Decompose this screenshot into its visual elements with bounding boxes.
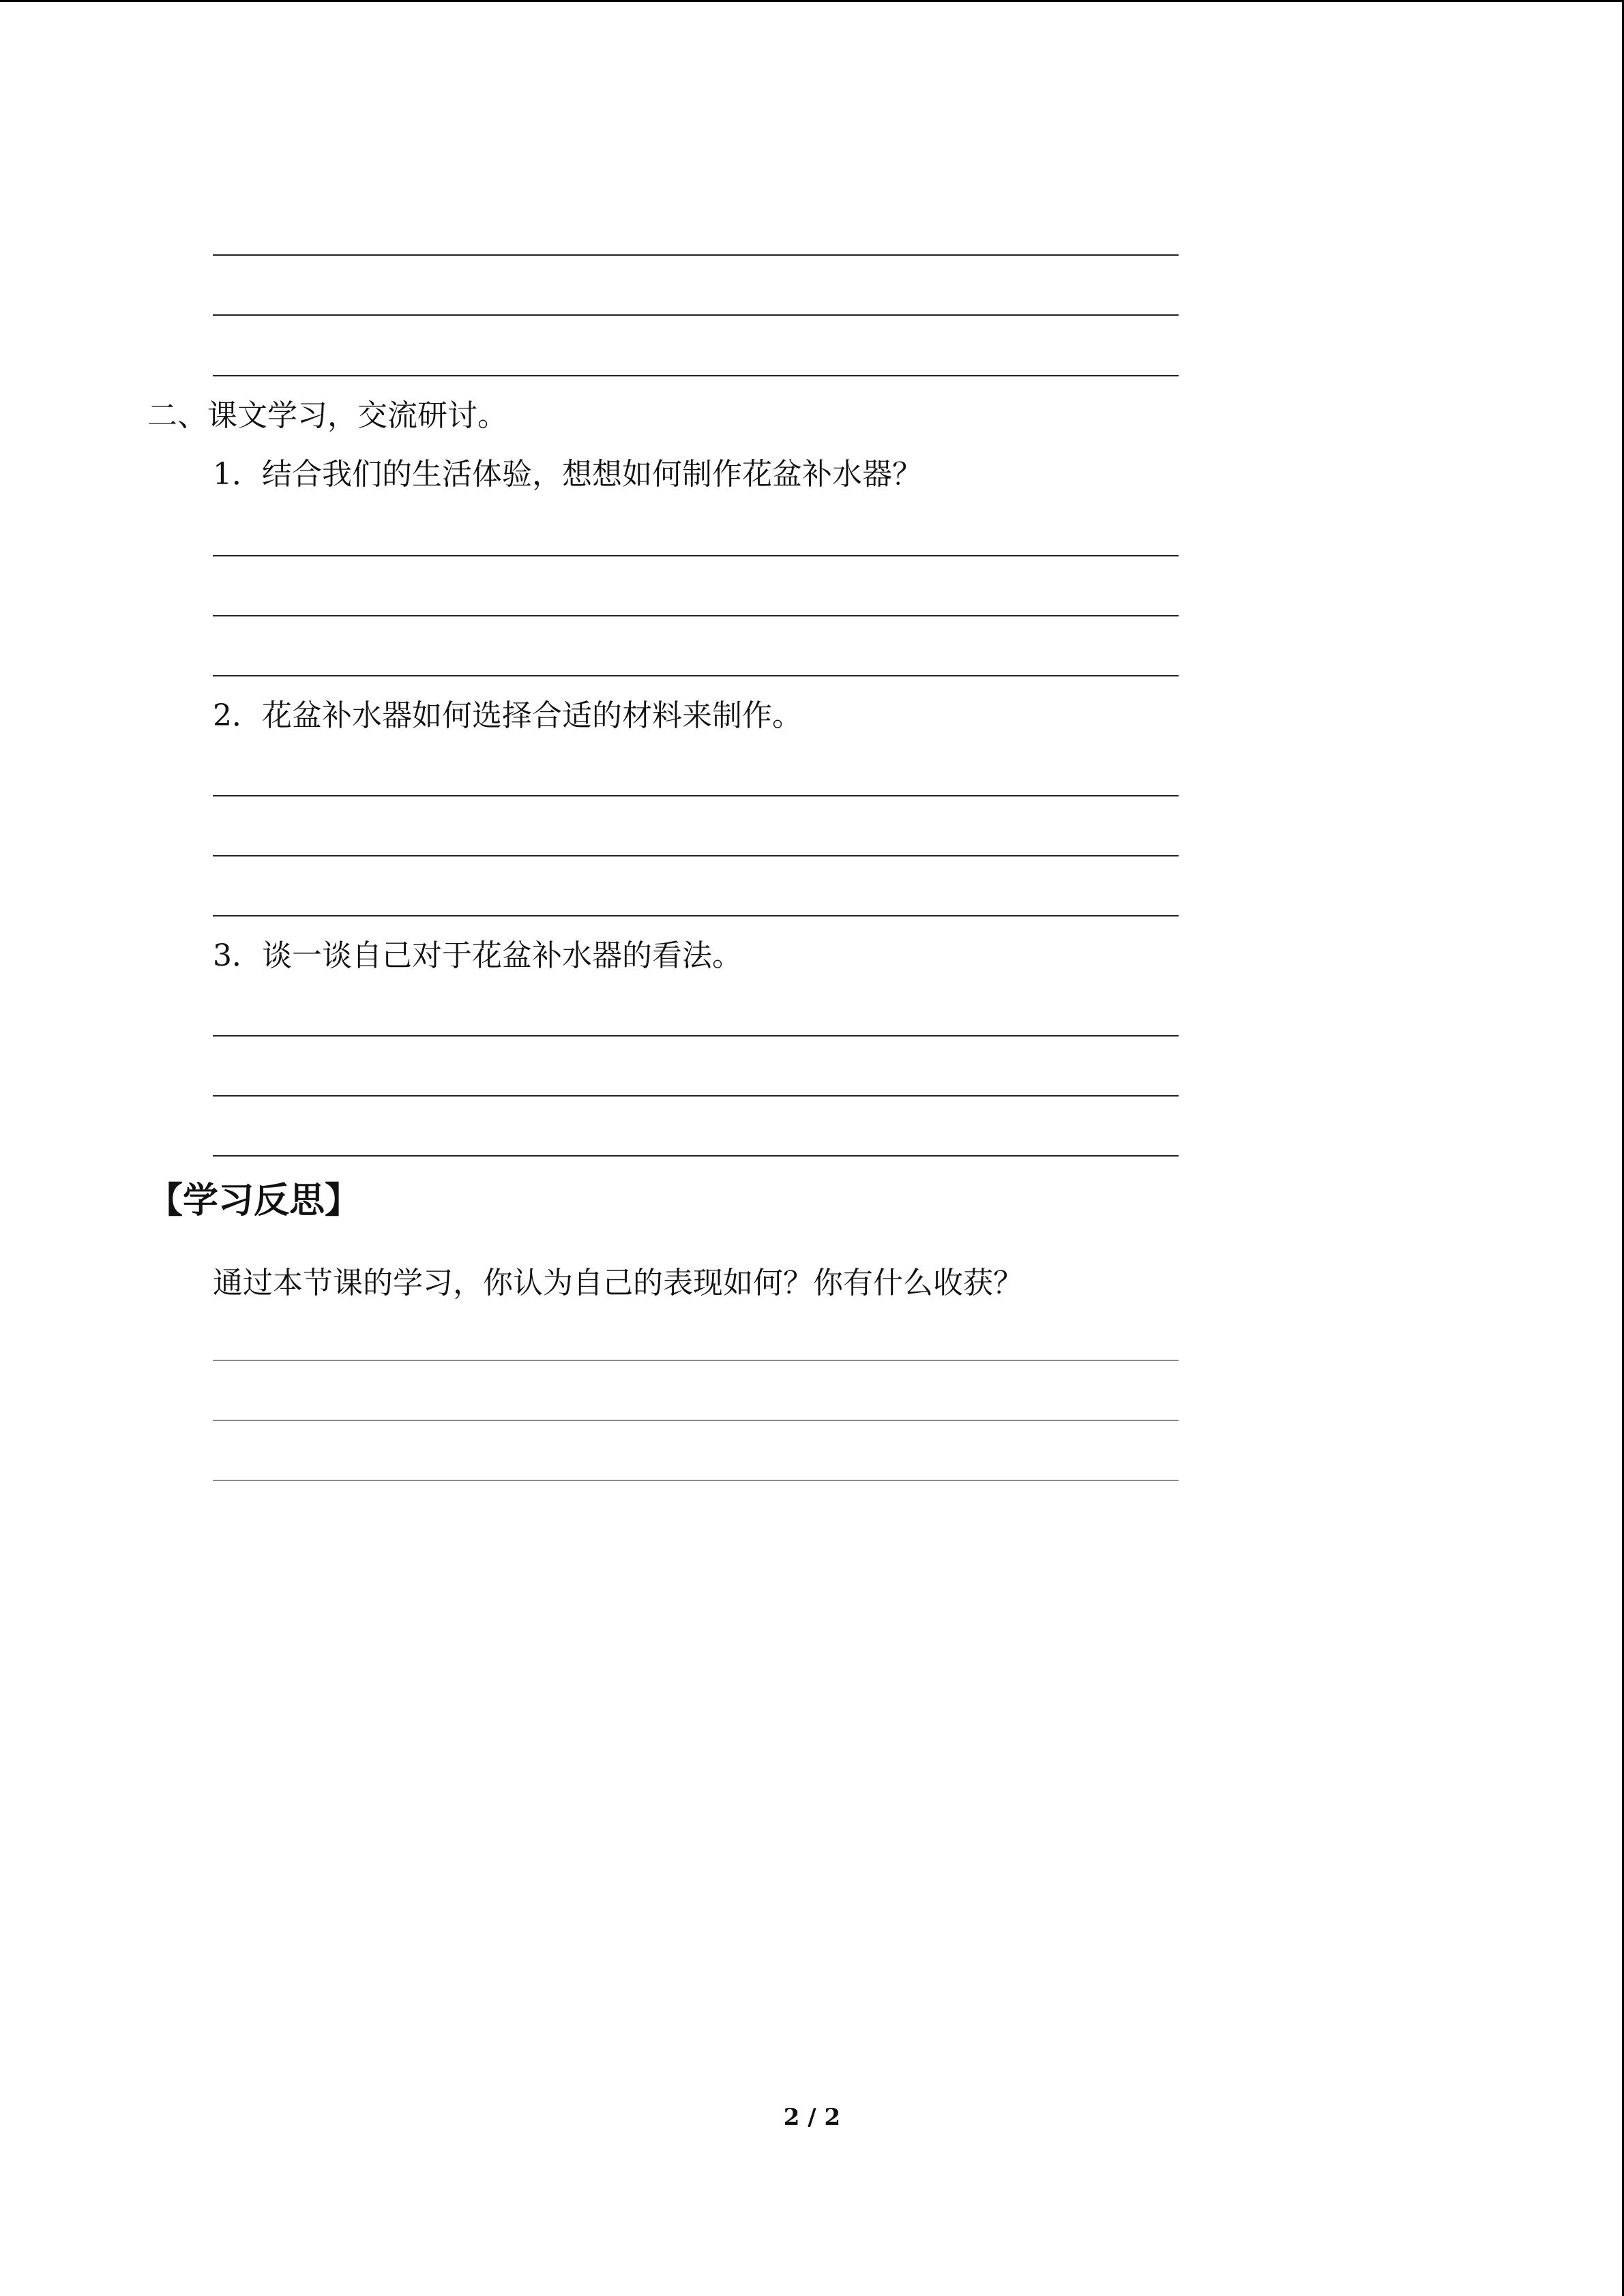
- answer-line[interactable]: [213, 615, 1179, 616]
- answer-line[interactable]: [213, 314, 1179, 316]
- answer-line[interactable]: [213, 1420, 1179, 1421]
- answer-line[interactable]: [213, 1360, 1179, 1361]
- answer-line[interactable]: [213, 855, 1179, 856]
- question-3: 3．谈一谈自己对于花盆补水器的看法。: [213, 938, 742, 973]
- answer-line[interactable]: [213, 555, 1179, 556]
- answer-line[interactable]: [213, 1095, 1179, 1097]
- answer-line[interactable]: [213, 795, 1179, 796]
- reflection-prompt: 通过本节课的学习，你认为自己的表现如何？你有什么收获？: [213, 1266, 1023, 1300]
- answer-line[interactable]: [213, 915, 1179, 916]
- page-number: 2 / 2: [783, 2104, 841, 2131]
- section-title: 二、课文学习，交流研讨。: [147, 398, 507, 433]
- question-1: 1．结合我们的生活体验，想想如何制作花盆补水器？: [213, 457, 922, 492]
- answer-line[interactable]: [213, 254, 1179, 256]
- answer-line[interactable]: [213, 675, 1179, 676]
- answer-line[interactable]: [213, 375, 1179, 376]
- question-2: 2．花盆补水器如何选择合适的材料来制作。: [213, 698, 802, 733]
- answer-line[interactable]: [213, 1155, 1179, 1157]
- answer-line[interactable]: [213, 1035, 1179, 1037]
- page-border-top: [0, 0, 1624, 2]
- reflection-heading: 【学习反思】: [147, 1180, 361, 1221]
- answer-line[interactable]: [213, 1480, 1179, 1481]
